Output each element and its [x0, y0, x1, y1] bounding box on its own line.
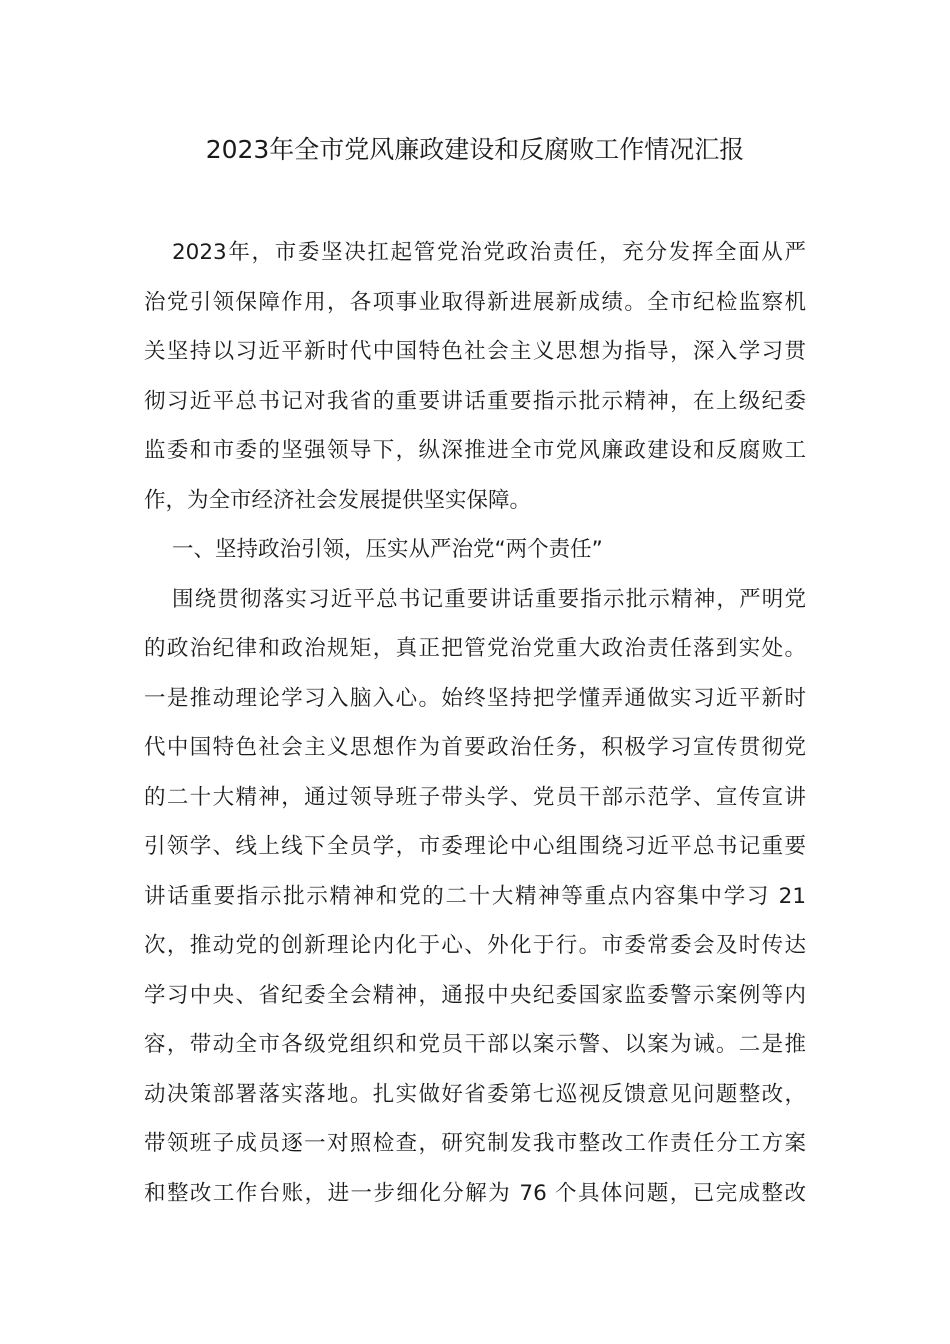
body-line: [144, 1169, 806, 1219]
body-line: [144, 624, 806, 674]
body-line: [144, 921, 806, 971]
body-line-text: 监委和市委的坚强领导下，纵深推进全市党风廉政建设和反腐败工: [144, 438, 806, 463]
body-line: [144, 525, 806, 575]
body-line: [144, 1020, 806, 1070]
body-line: [144, 872, 806, 922]
body-line-text: 次，推动党的创新理论内化于心、外化于行。市委常委会及时传达: [144, 933, 806, 958]
body-line-text: 关坚持以习近平新时代中国特色社会主义思想为指导，深入学习贯: [144, 339, 806, 364]
body-line-text: 引领学、线上线下全员学，市委理论中心组围绕习近平总书记重要: [144, 834, 806, 859]
body-line-text: 的二十大精神，通过领导班子带头学、党员干部示范学、宣传宣讲: [144, 784, 806, 810]
body-line-text: 带领班子成员逐一对照检查，研究制发我市整改工作责任分工方案: [144, 1131, 806, 1156]
body-line-text: 一、坚持政治引领，压实从严治党“两个责任”: [172, 537, 603, 562]
body-line-text: 代中国特色社会主义思想作为首要政治任务，积极学习宣传贯彻党: [144, 735, 806, 760]
body-line: [144, 1070, 806, 1120]
body-line: [144, 278, 806, 328]
body-line-text: 的政治纪律和政治规矩，真正把管党治党重大政治责任落到实处。: [144, 636, 806, 661]
body-line: [144, 426, 806, 476]
body-line-text: 作，为全市经济社会发展提供坚实保障。: [144, 487, 532, 513]
body-line-text: 围绕贯彻落实习近平总书记重要讲话重要指示批示精神，严明党: [172, 586, 806, 612]
body-line-text: 容，带动全市各级党组织和党员干部以案示警、以案为诫。二是推: [144, 1032, 806, 1057]
body-line: [144, 723, 806, 773]
body-line-text: 讲话重要指示批示精神和党的二十大精神等重点内容集中学习 21: [144, 883, 806, 909]
body-line-text: 动决策部署落实落地。扎实做好省委第七巡视反馈意见问题整改，: [144, 1081, 806, 1107]
body-line-text: 学习中央、省纪委全会精神，通报中央纪委国家监委警示案例等内: [144, 982, 806, 1008]
body-line: [144, 1119, 806, 1169]
body-line: [144, 674, 806, 724]
body-line-text: 彻习近平总书记对我省的重要讲话重要指示批示精神，在上级纪委: [144, 388, 806, 414]
body-line: [144, 575, 806, 625]
body-line-text: 2023年，市委坚决扛起管党治党政治责任，充分发挥全面从严: [172, 240, 806, 265]
document-title: 2023年全市党风廉政建设和反腐败工作情况汇报: [205, 135, 745, 164]
body-line: [144, 822, 806, 872]
body-line: [144, 327, 806, 377]
body-line: [144, 476, 806, 526]
document-body: [144, 228, 806, 1218]
body-line: [144, 377, 806, 427]
body-line-text: 和整改工作台账，进一步细化分解为 76 个具体问题，已完成整改: [144, 1180, 806, 1206]
body-line: [144, 971, 806, 1021]
body-line-text: 治党引领保障作用，各项事业取得新进展新成绩。全市纪检监察机: [144, 289, 806, 315]
body-line: [144, 773, 806, 823]
body-line-text: 一是推动理论学习入脑入心。始终坚持把学懂弄通做实习近平新时: [144, 685, 806, 711]
body-line: [144, 228, 806, 278]
